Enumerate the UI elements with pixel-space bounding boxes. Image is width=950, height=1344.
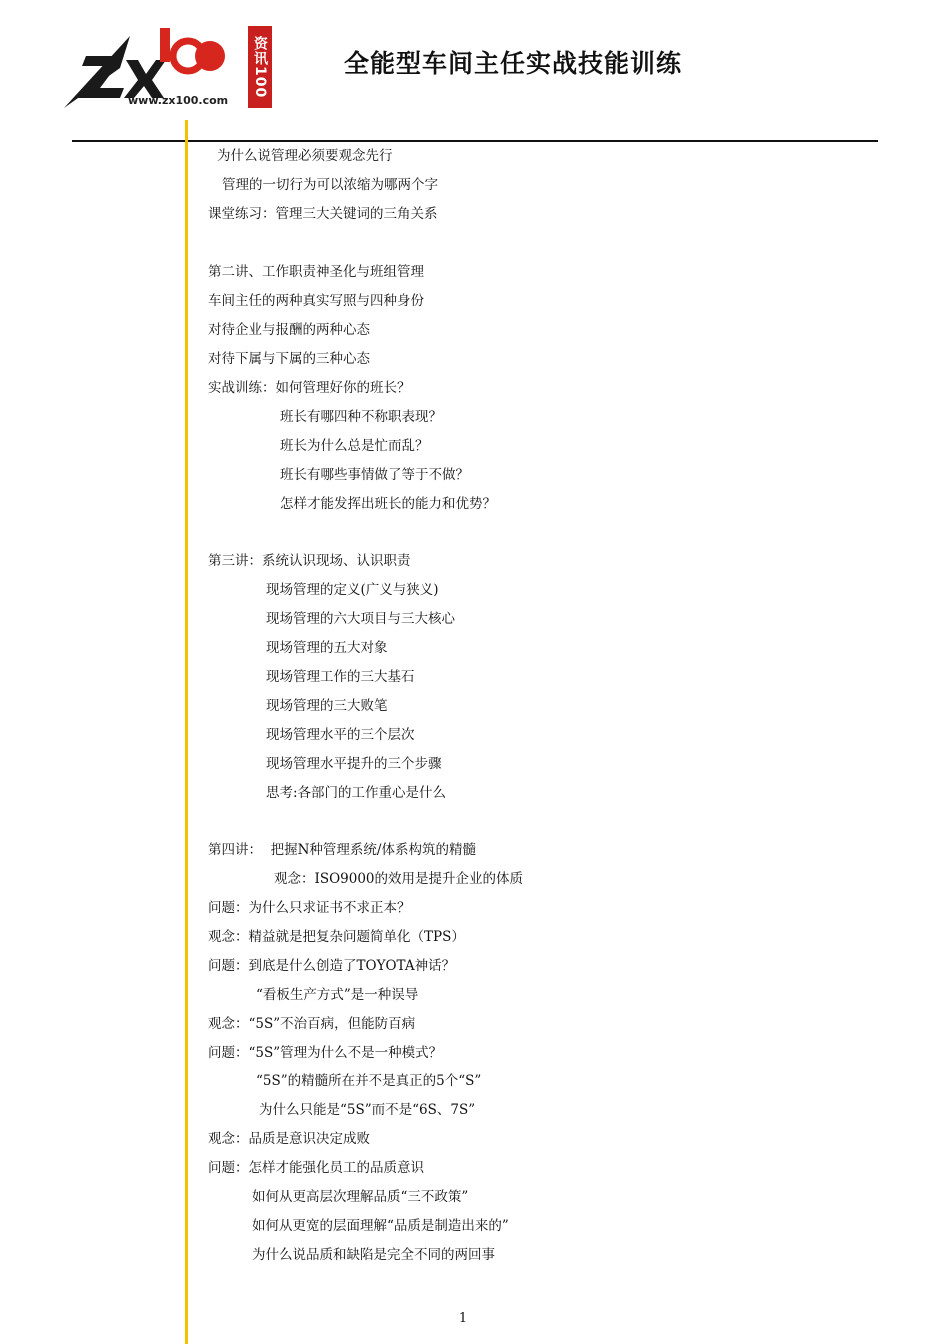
section-heading: 第二讲、工作职责神圣化与班组管理 bbox=[208, 264, 424, 280]
body-line: 为什么说管理必须要观念先行 bbox=[217, 148, 393, 164]
margin-rule bbox=[185, 120, 188, 1344]
body-line: 现场管理水平提升的三个步骤 bbox=[266, 756, 442, 772]
body-line: 对待下属与下属的三种心态 bbox=[208, 351, 370, 367]
body-line: 如何从更宽的层面理解“品质是制造出来的” bbox=[252, 1218, 509, 1234]
body-line: 问题：“5S”管理为什么不是一种模式？ bbox=[208, 1045, 443, 1061]
body-line: 对待企业与报酬的两种心态 bbox=[208, 322, 370, 338]
body-line: 现场管理水平的三个层次 bbox=[266, 727, 415, 743]
section-heading: 第四讲： 把握N种管理系统/体系构筑的精髓 bbox=[208, 842, 476, 858]
page-number: 1 bbox=[458, 1311, 468, 1326]
body-line: 怎样才能发挥出班长的能力和优势？ bbox=[280, 496, 496, 512]
body-line: 实战训练：如何管理好你的班长？ bbox=[208, 380, 411, 396]
body-line: 如何从更高层次理解品质“三不政策” bbox=[252, 1189, 469, 1205]
body-line: 问题：为什么只求证书不求正本？ bbox=[208, 900, 411, 916]
header-divider bbox=[72, 140, 878, 142]
logo-url-text: www.zx100.com bbox=[128, 94, 229, 107]
body-line: 班长有哪四种不称职表现？ bbox=[280, 409, 442, 425]
body-line: “5S”的精髓所在并不是真正的5个“S” bbox=[256, 1073, 482, 1089]
body-line: 现场管理的定义(广义与狭义) bbox=[266, 582, 439, 598]
body-line: 问题：怎样才能强化员工的品质意识 bbox=[208, 1160, 424, 1176]
body-line: 观念：精益就是把复杂问题简单化（TPS） bbox=[208, 929, 465, 945]
body-line: “看板生产方式”是一种误导 bbox=[256, 987, 419, 1003]
body-line: 问题：到底是什么创造了TOYOTA神话？ bbox=[208, 958, 456, 974]
body-line: 为什么说品质和缺陷是完全不同的两回事 bbox=[252, 1247, 495, 1263]
body-line: 班长有哪些事情做了等于不做？ bbox=[280, 467, 469, 483]
body-line: 车间主任的两种真实写照与四种身份 bbox=[208, 293, 424, 309]
body-line: 现场管理工作的三大基石 bbox=[266, 669, 415, 685]
body-line: 管理的一切行为可以浓缩为哪两个字 bbox=[222, 177, 438, 193]
body-line: 现场管理的五大对象 bbox=[266, 640, 388, 656]
body-line: 班长为什么总是忙而乱？ bbox=[280, 438, 429, 454]
logo-badge: 资讯100 bbox=[248, 26, 272, 108]
section-heading: 第三讲：系统认识现场、认识职责 bbox=[208, 553, 411, 569]
document-title: 全能型车间主任实战技能训练 bbox=[344, 49, 683, 78]
body-line: 观念：“5S”不治百病，但能防百病 bbox=[208, 1016, 416, 1032]
body-line: 观念：品质是意识决定成败 bbox=[208, 1131, 370, 1147]
body-line: 为什么只能是“5S”而不是“6S、7S” bbox=[259, 1102, 476, 1118]
body-line: 思考:各部门的工作重心是什么 bbox=[266, 785, 447, 801]
body-line: 观念：ISO9000的效用是提升企业的体质 bbox=[274, 871, 524, 887]
body-line: 现场管理的六大项目与三大核心 bbox=[266, 611, 455, 627]
body-line: 现场管理的三大败笔 bbox=[266, 698, 388, 714]
body-line: 课堂练习：管理三大关键词的三角关系 bbox=[208, 206, 438, 222]
